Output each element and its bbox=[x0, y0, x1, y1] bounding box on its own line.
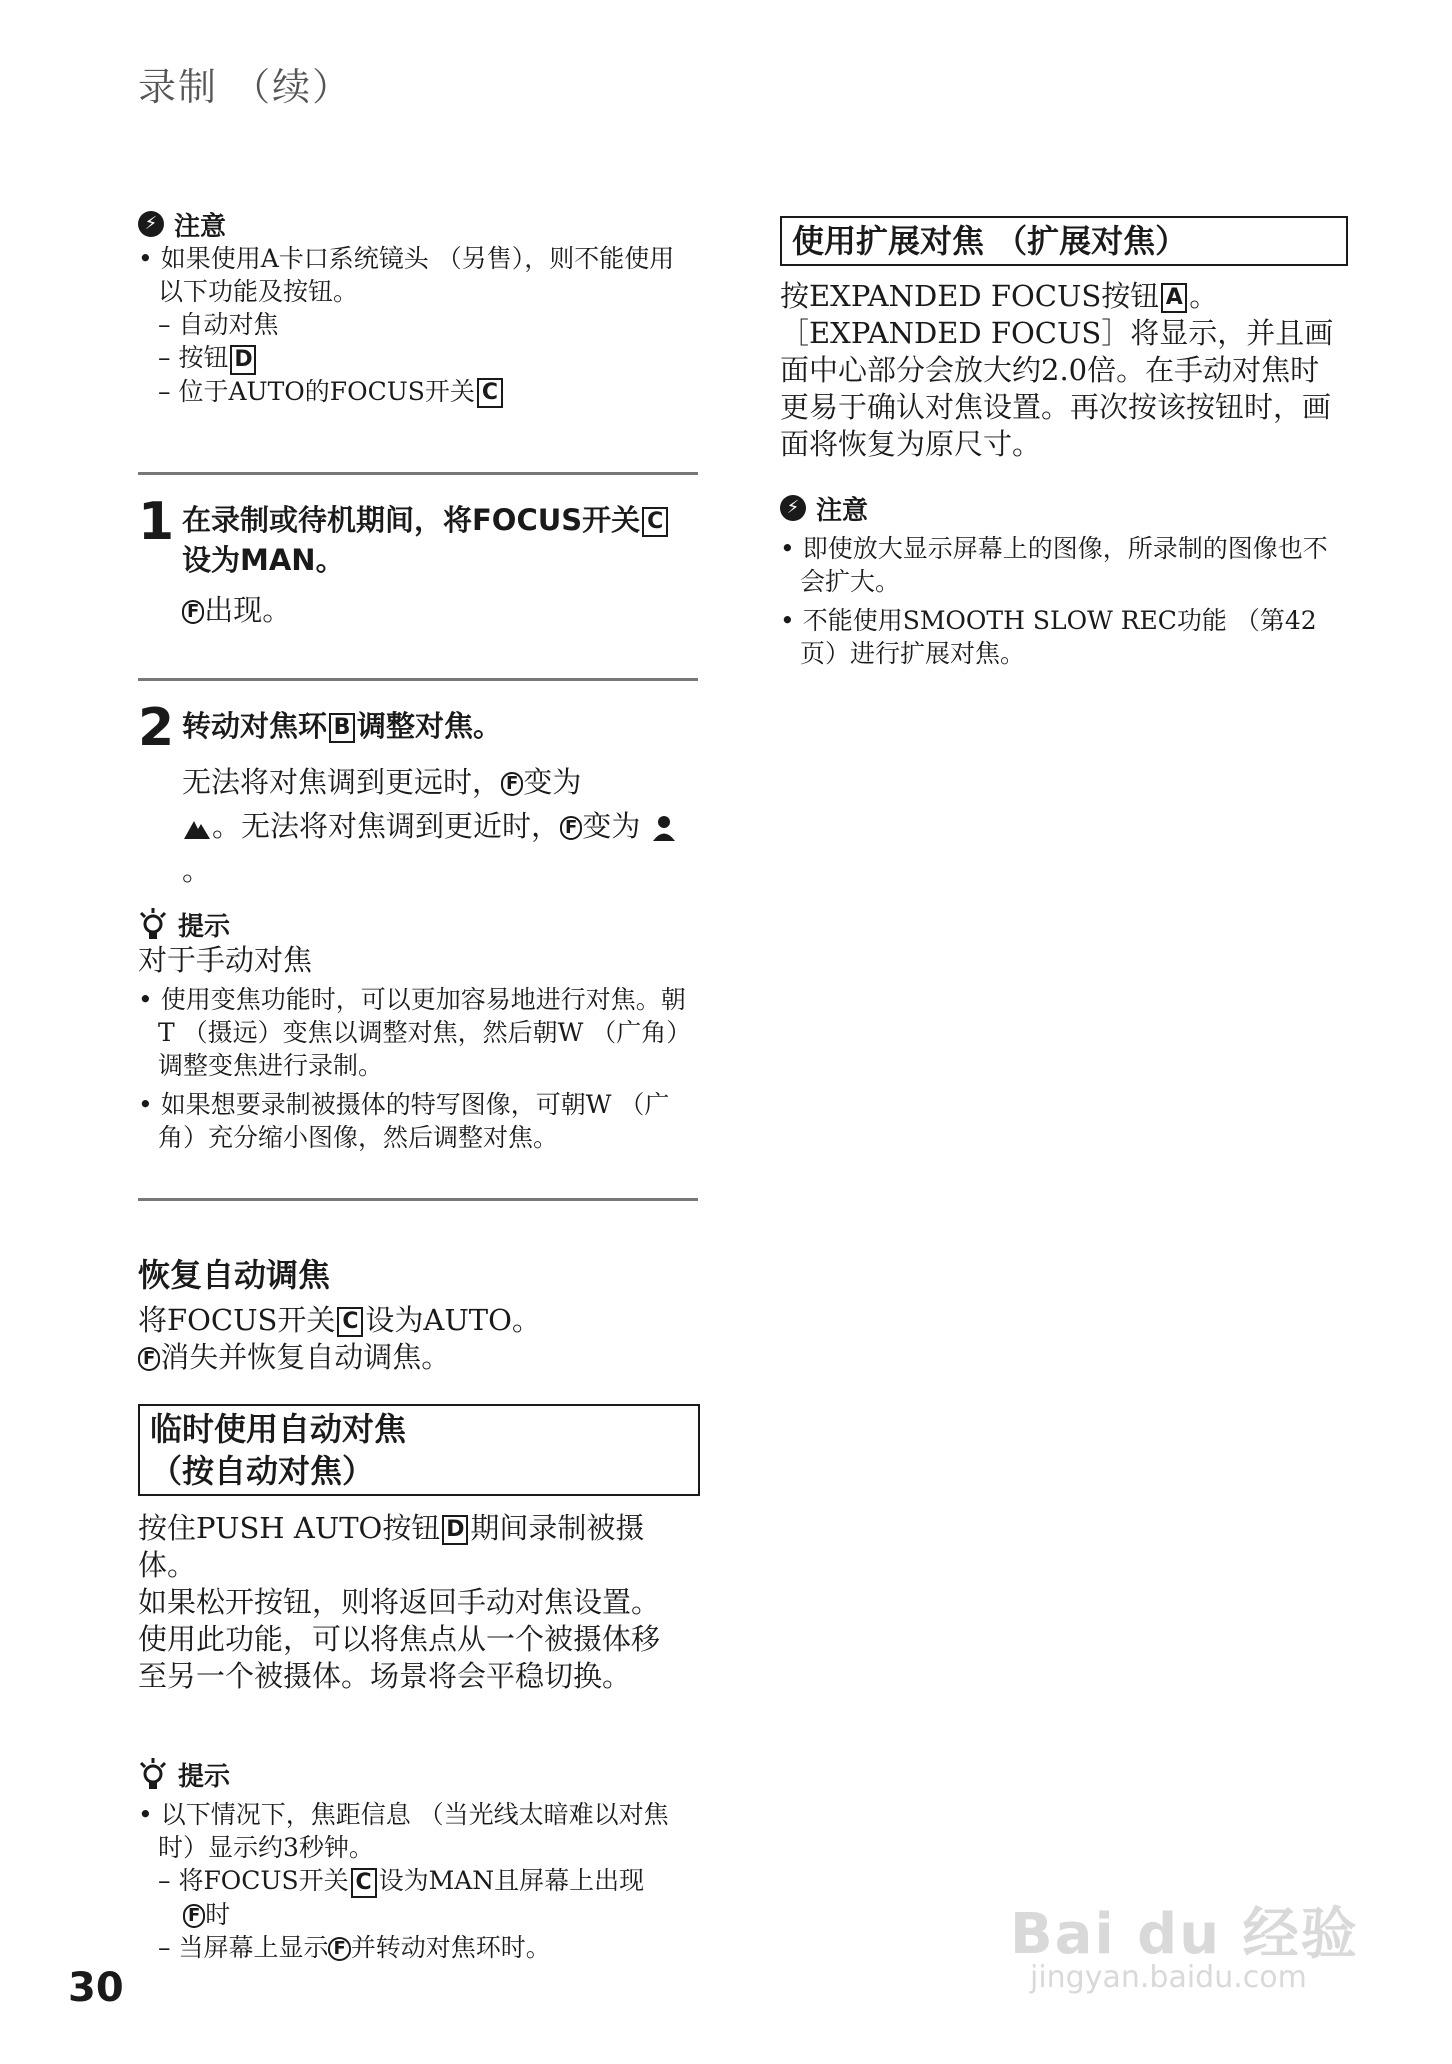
step-title: 转动对焦环 B 调整对焦。 bbox=[182, 709, 503, 743]
manual-focus-icon: F bbox=[182, 600, 204, 624]
note-title: 注意 bbox=[174, 211, 227, 242]
key-c: C bbox=[477, 378, 503, 408]
restore-autofocus bbox=[138, 1254, 698, 1376]
restore-line-2: F 消失并恢复自动调焦。 bbox=[138, 1339, 698, 1376]
boxed-section-title: 使用扩展对焦 （扩展对焦） bbox=[780, 216, 1348, 266]
tip-2 bbox=[138, 1756, 698, 1964]
note-bullet: • 如果使用A卡口系统镜头 （另售），则不能使用以下功能及按钮。 bbox=[138, 244, 675, 306]
note-bullet-1: • 即使放大显示屏幕上的图像，所录制的图像也不会扩大。 bbox=[780, 534, 1328, 596]
tip-bullet-1: • 以下情况下，焦距信息 （当光线太暗难以对焦时）显示约3秒钟。 bbox=[138, 1800, 669, 1862]
tip-dash-1: – 将FOCUS开关 C 设为MAN且屏幕上出现 F 时 bbox=[158, 1866, 645, 1929]
lightbulb-icon bbox=[138, 1757, 168, 1791]
tip-bullet-1: • 使用变焦功能时，可以更加容易地进行对焦。朝T （摄远）变焦以调整对焦，然后朝W （广角）调整变焦进行录制。 bbox=[138, 985, 692, 1080]
step-2 bbox=[138, 698, 698, 892]
section-title: 恢复自动调焦 bbox=[138, 1256, 331, 1294]
expanded-line-1: 按EXPANDED FOCUS按钮 A 。 bbox=[780, 279, 1219, 313]
right-note bbox=[780, 490, 1335, 670]
caution-icon: ⚡ bbox=[138, 211, 164, 237]
restore-line-1: 将FOCUS开关 C 设为AUTO。 bbox=[138, 1303, 541, 1337]
manual-focus-icon: F bbox=[501, 772, 523, 796]
key-c: C bbox=[351, 1868, 377, 1898]
key-c: C bbox=[337, 1307, 363, 1337]
key-c: C bbox=[642, 507, 668, 537]
tip-title: 提示 bbox=[178, 1761, 231, 1792]
step-body: F 出现。 bbox=[138, 592, 698, 629]
manual-focus-icon: F bbox=[560, 816, 582, 840]
mountain-icon bbox=[182, 815, 212, 841]
tip-1 bbox=[138, 906, 698, 1154]
caution-icon: ⚡ bbox=[780, 495, 806, 521]
manual-focus-icon: F bbox=[138, 1347, 160, 1371]
step-number: 1 bbox=[138, 492, 175, 552]
manual-focus-icon: F bbox=[183, 1904, 205, 1928]
tip-bullet-2: • 如果想要录制被摄体的特写图像，可朝W （广角）充分缩小图像，然后调整对焦。 bbox=[138, 1090, 670, 1152]
push-autofocus bbox=[138, 1404, 700, 1695]
divider bbox=[138, 1198, 698, 1201]
step-title: 在录制或待机期间，将FOCUS开关 C 设为MAN。 bbox=[138, 500, 698, 580]
page-header: 录制 （续） bbox=[138, 65, 353, 109]
watermark-url: jingyan.baidu.com bbox=[1030, 1960, 1307, 1995]
key-d: D bbox=[442, 1515, 468, 1545]
lightbulb-icon bbox=[138, 907, 168, 941]
page-number: 30 bbox=[68, 1965, 124, 2011]
key-d: D bbox=[230, 345, 256, 375]
person-icon bbox=[650, 814, 678, 842]
note-dash-1: – 自动对焦 bbox=[158, 310, 279, 339]
watermark-brand: Bai du 经验 bbox=[1010, 1902, 1359, 1967]
tip-dash-2: – 当屏幕上显示 F 并转动对焦环时。 bbox=[158, 1932, 551, 1962]
note-dash-2: – 按钮 D bbox=[138, 341, 698, 375]
left-note bbox=[138, 206, 698, 408]
note-heading bbox=[780, 490, 1335, 526]
push-line-2: 如果松开按钮，则将返回手动对焦设置。 bbox=[138, 1585, 661, 1619]
manual-focus-icon: F bbox=[328, 1937, 350, 1961]
step-1 bbox=[138, 492, 698, 629]
key-a: A bbox=[1161, 283, 1187, 313]
tip-heading bbox=[138, 1756, 698, 1792]
tip-title: 提示 bbox=[178, 911, 231, 942]
boxed-section-title: 临时使用自动对焦 （按自动对焦） bbox=[138, 1404, 700, 1496]
push-line-3: 使用此功能，可以将焦点从一个被摄体移至另一个被摄体。场景将会平稳切换。 bbox=[138, 1622, 661, 1693]
note-bullet-2: • 不能使用SMOOTH SLOW REC功能 （第42页）进行扩展对焦。 bbox=[780, 606, 1317, 668]
note-title: 注意 bbox=[816, 495, 869, 526]
divider bbox=[138, 678, 698, 681]
divider bbox=[138, 472, 698, 475]
step-number: 2 bbox=[138, 698, 175, 758]
note-heading bbox=[138, 206, 698, 242]
tip-heading bbox=[138, 906, 698, 942]
push-line-1: 按住PUSH AUTO按钮 D 期间录制被摄体。 bbox=[138, 1511, 645, 1582]
expanded-line-2: ［EXPANDED FOCUS］将显示，并且画面中心部分会放大约2.0倍。在手动对焦时更易于确认对焦设置。再次按该按钮时，画面将恢复为原尺寸。 bbox=[780, 316, 1334, 461]
expanded-focus bbox=[780, 216, 1348, 463]
note-dash-3: – 位于AUTO的FOCUS开关 C bbox=[138, 375, 698, 409]
step-body: 无法将对焦调到更远时， F 变为 。无法将对焦调到更近时， F 变为 。 bbox=[138, 760, 692, 892]
key-b: B bbox=[329, 713, 355, 743]
tip-subtitle: 对于手动对焦 bbox=[138, 943, 313, 977]
